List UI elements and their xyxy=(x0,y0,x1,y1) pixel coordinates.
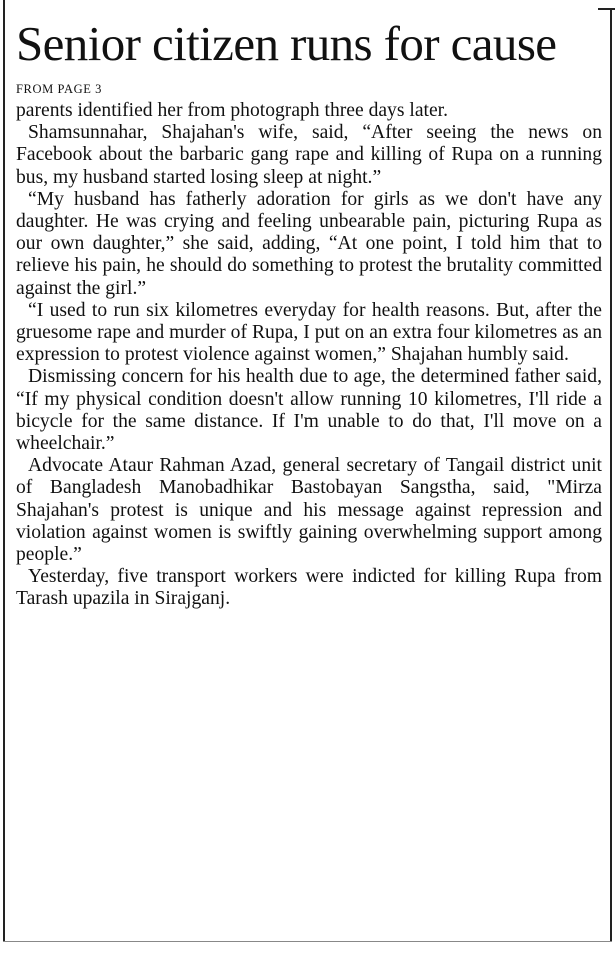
article-body xyxy=(16,100,602,611)
headline: Senior citizen runs for cause xyxy=(16,16,557,71)
paragraph: Advocate Ataur Rahman Azad, general secretary of Tangail district unit of Bangladesh Manobadhikar Bastobayan Sangstha, said, "Mirza Shajahan's protest is unique and his message against repression and violation against women is swiftly gaining overwhelming support among people.” xyxy=(16,455,602,566)
continued-from-label: FROM PAGE 3 xyxy=(16,82,103,96)
paragraph: “I used to run six kilometres everyday for health reasons. But, after the gruesome rape and murder of Rupa, I put on an extra four kilometres as an expression to protest violence against women,” Shajahan humbly said. xyxy=(16,299,602,366)
paragraph: Dismissing concern for his health due to age, the determined father said, “If my physical condition doesn't allow running 10 kilometres, I'll ride a bicycle for the same distance. If I'm unable to do that, I'll move on a wheelchair.” xyxy=(16,366,602,455)
column-rule-bottom xyxy=(3,941,612,942)
paragraph: Yesterday, five transport workers were indicted for killing Rupa from Tarash upazila in Sirajganj. xyxy=(16,566,602,610)
paragraph: Shamsunnahar, Shajahan's wife, said, “After seeing the news on Facebook about the barbaric gang rape and killing of Rupa on a running bus, my husband started losing sleep at night.” xyxy=(16,122,602,188)
column-rule-right xyxy=(610,8,612,942)
paragraph: “My husband has fatherly adoration for girls as we don't have any daughter. He was crying and feeling unbearable pain, picturing Rupa as our own daughter,” she said, adding, “At one point, I told him that to relieve his pain, he should do something to protest the brutality committed against the girl.” xyxy=(16,188,602,299)
paragraph: parents identified her from photograph three days later. xyxy=(16,100,448,121)
column-rule-left xyxy=(3,0,5,942)
column-rule-top xyxy=(598,8,615,10)
